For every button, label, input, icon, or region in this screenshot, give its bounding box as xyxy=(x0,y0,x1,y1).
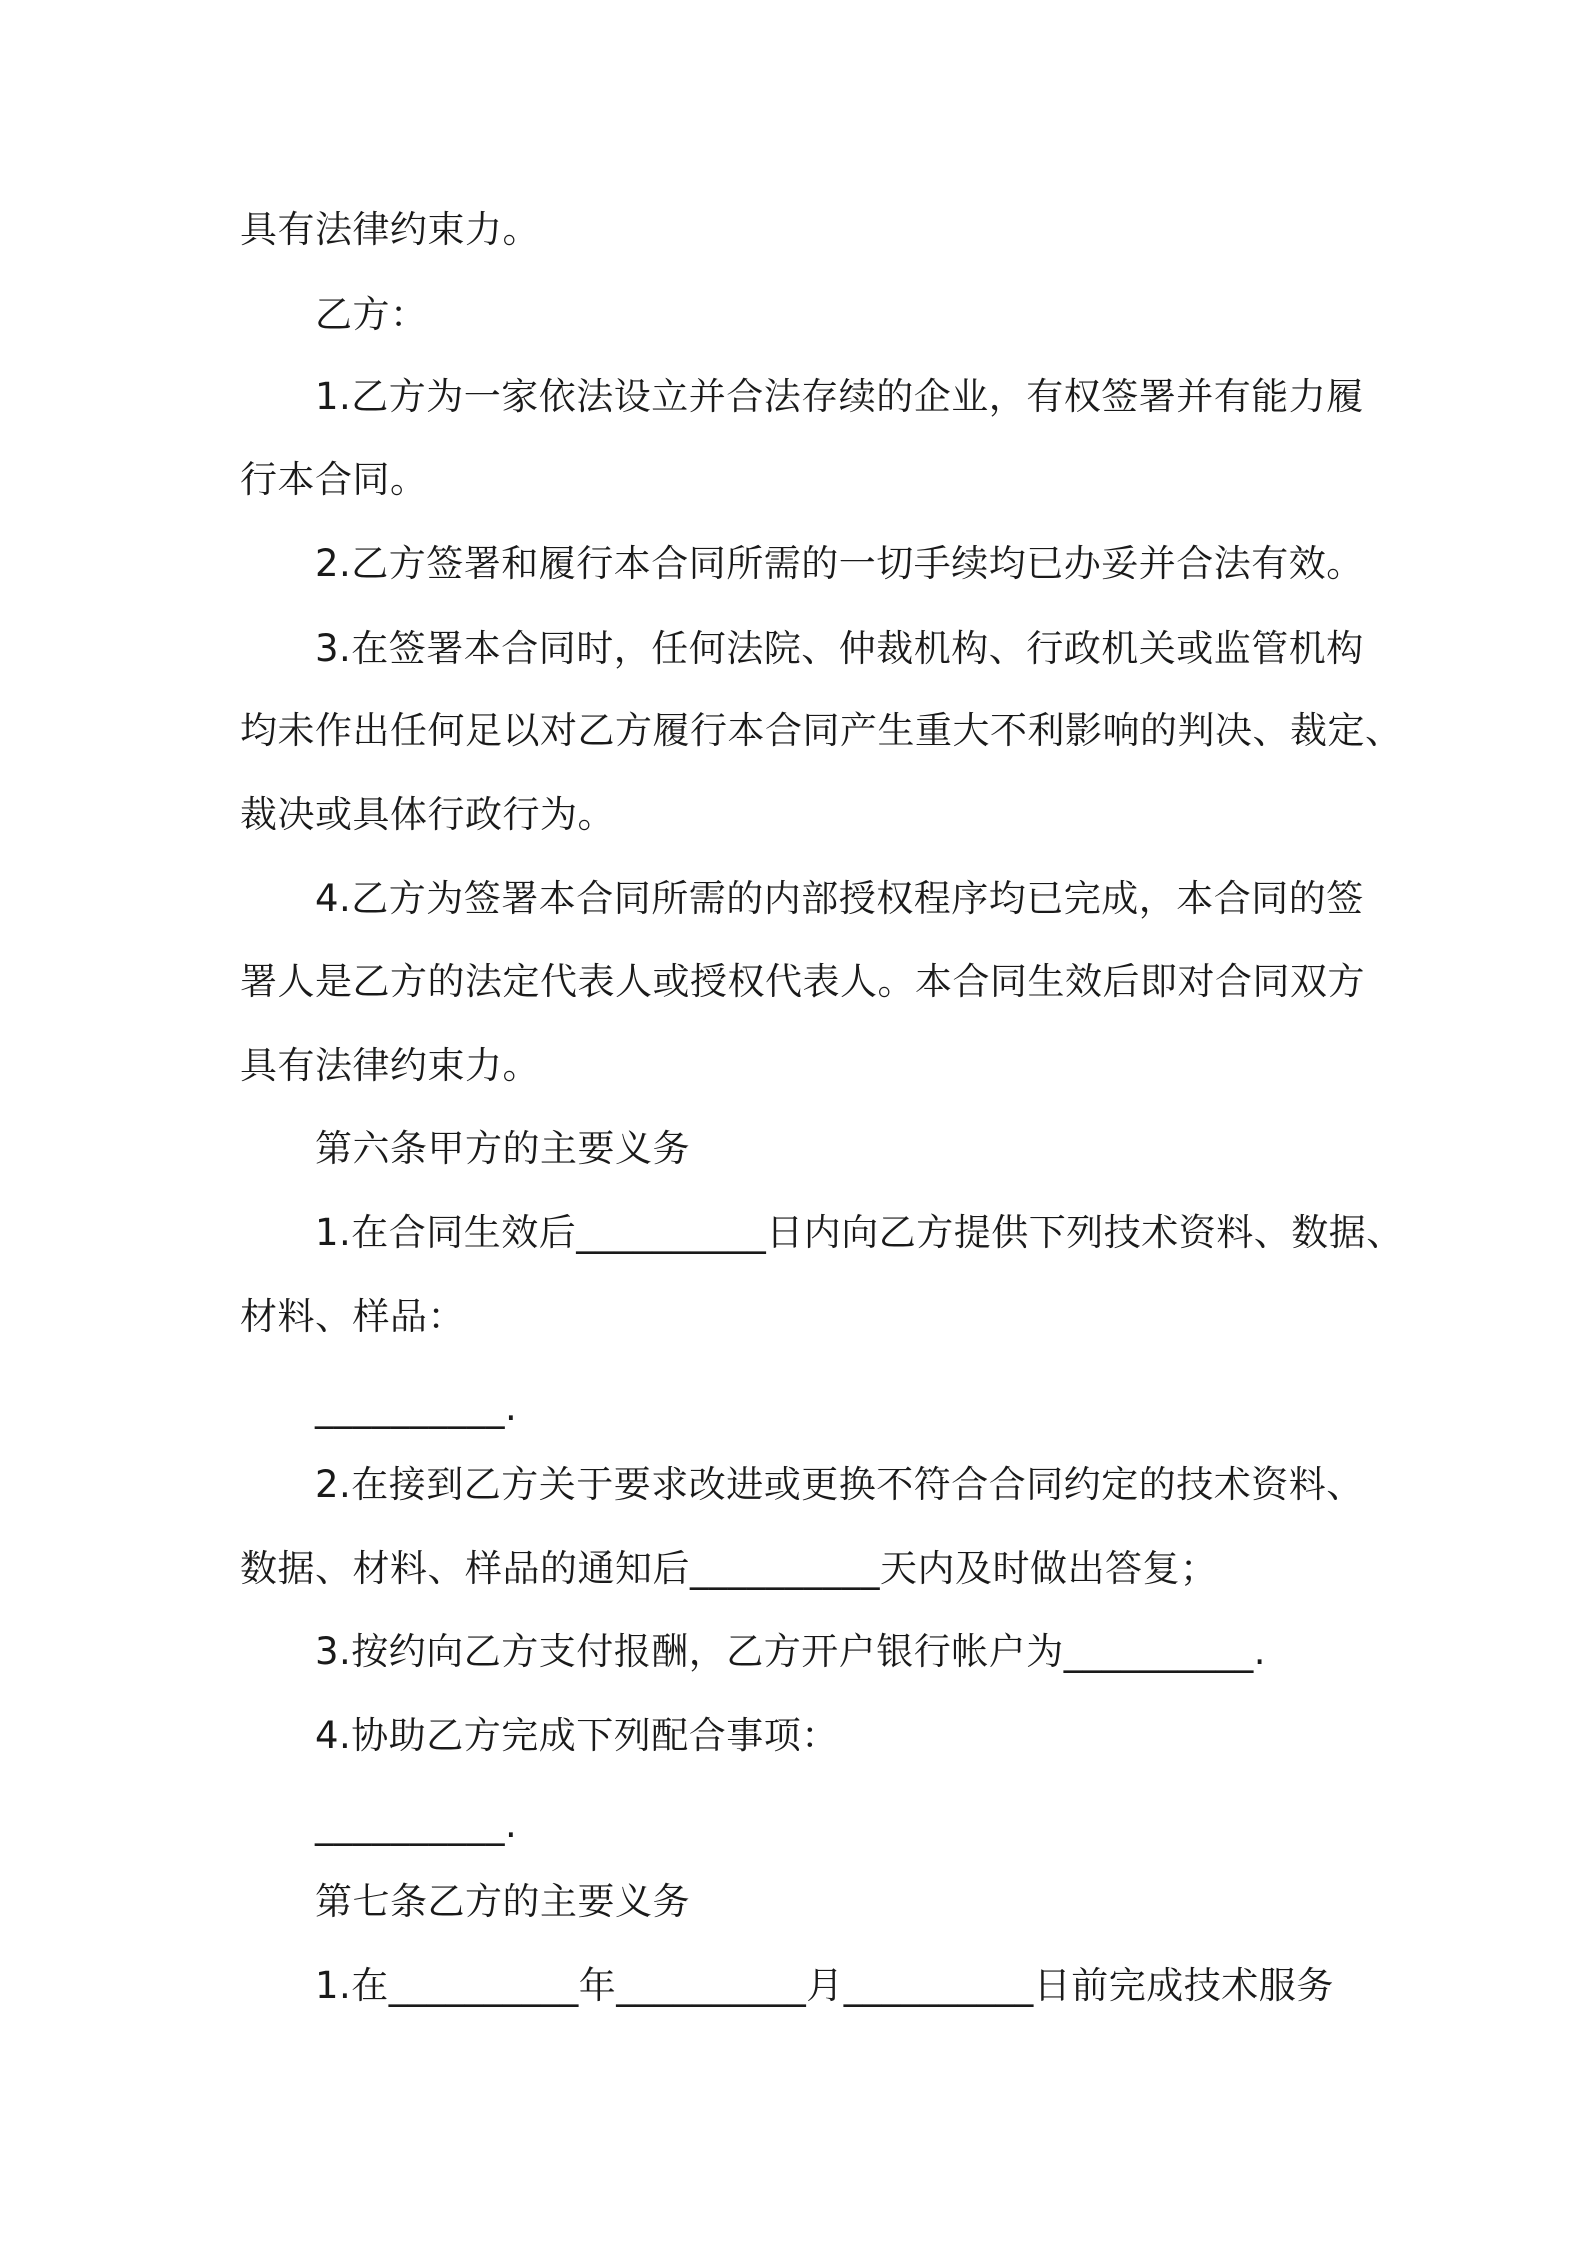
text-line: 4.协助乙方完成下列配合事项： xyxy=(315,1714,839,1757)
article-heading: 第七条乙方的主要义务 xyxy=(315,1880,690,1923)
text-line: 均未作出任何足以对乙方履行本合同产生重大不利影响的判决、裁定、 xyxy=(240,709,1403,752)
text-line: 2.在接到乙方关于要求改进或更换不符合合同约定的技术资料、 xyxy=(315,1463,1364,1506)
text-line: 1.在__________年__________月__________日前完成技术服务 xyxy=(315,1964,1334,2007)
text-line: 署人是乙方的法定代表人或授权代表人。本合同生效后即对合同双方 xyxy=(240,960,1365,1003)
text-line: 数据、材料、样品的通知后__________天内及时做出答复； xyxy=(240,1547,1218,1590)
text-line: 1.乙方为一家依法设立并合法存续的企业，有权签署并有能力履 xyxy=(315,375,1364,418)
article-heading: 第六条甲方的主要义务 xyxy=(315,1127,690,1170)
text-line: 4.乙方为签署本合同所需的内部授权程序均已完成，本合同的签 xyxy=(315,877,1364,920)
text-line: 1.在合同生效后__________日内向乙方提供下列技术资料、数据、 xyxy=(315,1211,1404,1254)
blank-line: __________. xyxy=(315,1803,518,1846)
text-line: 3.在签署本合同时，任何法院、仲裁机构、行政机关或监管机构 xyxy=(315,627,1364,670)
text-line: 具有法律约束力。 xyxy=(240,1044,540,1087)
text-line: 具有法律约束力。 xyxy=(240,208,540,251)
text-line: 3.按约向乙方支付报酬，乙方开户银行帐户为__________. xyxy=(315,1630,1267,1673)
text-line: 2.乙方签署和履行本合同所需的一切手续均已办妥并合法有效。 xyxy=(315,542,1364,585)
party-b-heading: 乙方： xyxy=(315,293,428,336)
text-line: 行本合同。 xyxy=(240,458,428,501)
blank-line: __________. xyxy=(315,1386,518,1429)
text-line: 裁决或具体行政行为。 xyxy=(240,793,615,836)
text-line: 材料、样品： xyxy=(240,1295,465,1338)
